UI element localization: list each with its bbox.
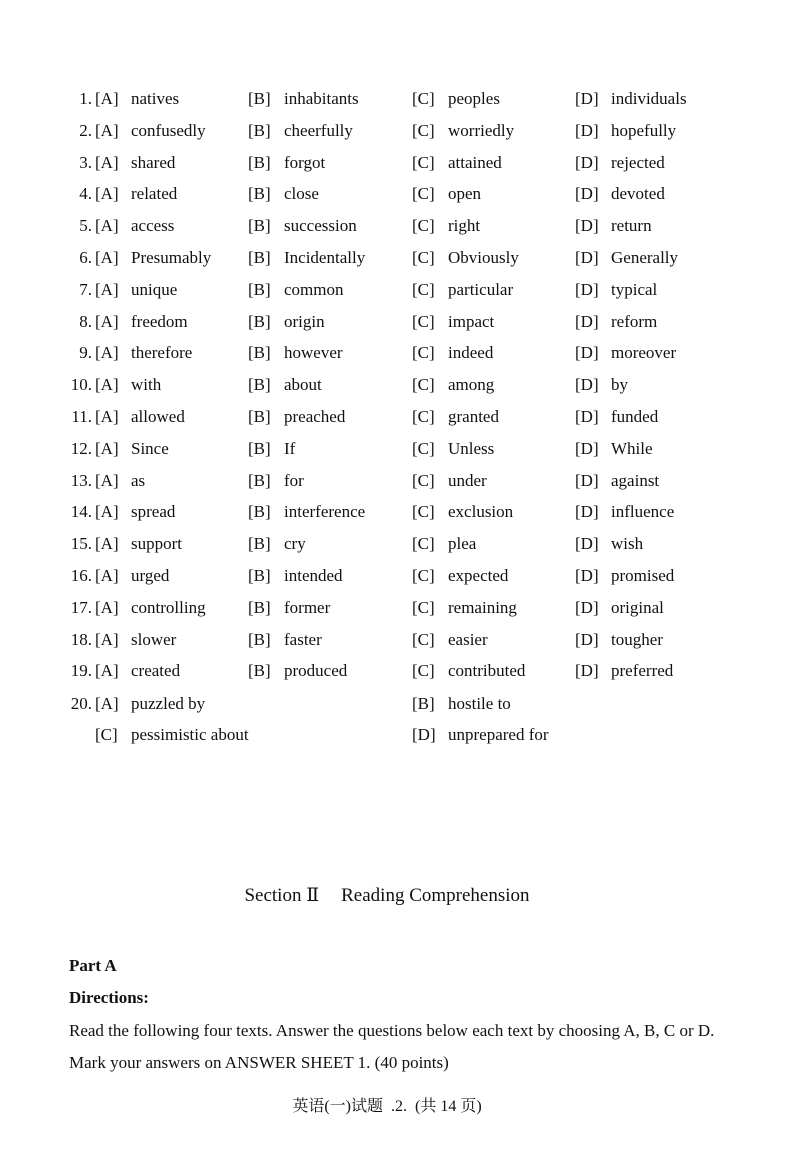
option-text: individuals — [611, 89, 687, 108]
option-text: cry — [284, 534, 306, 554]
option-text: created — [131, 661, 181, 681]
question-number: 17. — [70, 597, 92, 617]
option-d — [575, 370, 628, 400]
option-letter: [C] — [412, 248, 435, 267]
option-text: rejected — [611, 152, 665, 172]
question-row — [0, 116, 800, 146]
option-letter: [A] — [95, 534, 119, 554]
option-text: expected — [448, 566, 509, 585]
option-text: for — [284, 470, 304, 490]
option-a — [95, 148, 175, 178]
option-letter: [B] — [412, 694, 435, 713]
option-letter: [C] — [412, 438, 435, 458]
option-text: hostile to — [448, 694, 511, 713]
option-text: shared — [131, 152, 176, 172]
option-a — [95, 656, 180, 686]
option-letter: [A] — [95, 248, 119, 267]
option-text: former — [284, 597, 331, 617]
option-text: unprepared for — [448, 725, 549, 744]
option-text: Obviously — [448, 248, 519, 267]
option-letter: [B] — [248, 597, 271, 617]
option-letter: [B] — [248, 89, 271, 108]
option-letter: [B] — [248, 216, 271, 236]
option-c — [412, 625, 488, 655]
option-text: against — [611, 470, 660, 490]
option-letter: [B] — [248, 120, 271, 140]
option-letter: [D] — [575, 661, 599, 681]
question-number: 8. — [79, 311, 92, 331]
option-text: Unless — [448, 438, 495, 458]
section-label: Section Ⅱ — [244, 885, 320, 906]
option-letter: [A] — [95, 502, 119, 522]
option-letter: [C] — [412, 152, 435, 172]
option-text: While — [611, 438, 653, 458]
option-a — [95, 593, 206, 623]
question-row — [0, 561, 800, 591]
option-d — [575, 307, 657, 337]
option-a — [95, 84, 179, 114]
option-text: among — [448, 375, 495, 395]
option-text: moreover — [611, 343, 677, 363]
option-d — [575, 656, 673, 686]
option-letter: [C] — [412, 89, 435, 108]
option-text: about — [284, 375, 322, 395]
option-letter: [A] — [95, 184, 119, 204]
option-d — [575, 466, 659, 496]
question-row — [0, 497, 800, 527]
option-b — [248, 561, 343, 591]
option-text: succession — [284, 216, 357, 236]
option-letter: [B] — [248, 661, 271, 681]
directions-label: Directions: — [69, 988, 149, 1007]
option-text: allowed — [131, 407, 185, 426]
option-letter: [C] — [412, 407, 435, 426]
option-letter: [A] — [95, 438, 119, 458]
question-row — [0, 402, 800, 432]
option-letter: [B] — [248, 311, 271, 331]
option-letter: [B] — [248, 438, 271, 458]
question-number: 16. — [70, 566, 92, 585]
option-a — [95, 307, 188, 337]
question-row — [0, 84, 800, 114]
option-letter: [B] — [248, 279, 271, 299]
option-d — [575, 561, 674, 591]
option-letter: [B] — [248, 629, 271, 649]
option-a — [95, 529, 182, 559]
option-d — [575, 434, 653, 464]
option-a — [95, 211, 174, 241]
option-text: freedom — [131, 311, 188, 331]
option-text: remaining — [448, 597, 517, 617]
option-c — [412, 497, 513, 527]
option-a — [95, 402, 185, 432]
option-a — [95, 179, 177, 209]
option-a — [95, 116, 206, 146]
option-text: as — [131, 470, 146, 490]
option-text: natives — [131, 89, 180, 108]
option-letter: [C] — [412, 216, 435, 236]
page-footer: 英语(一)试题 .2. (共 14 页) — [292, 1098, 482, 1115]
option-text: with — [131, 375, 162, 395]
option-text: reform — [611, 311, 658, 331]
option-a — [95, 497, 175, 527]
option-letter: [C] — [412, 184, 435, 204]
option-letter: [A] — [95, 566, 119, 585]
option-text: wish — [611, 534, 644, 554]
option-b — [248, 179, 319, 209]
option-c — [412, 593, 517, 623]
option-letter: [D] — [412, 725, 436, 744]
option-a — [95, 561, 169, 591]
question-row — [0, 148, 800, 178]
option-b — [248, 529, 306, 559]
option-b — [248, 148, 325, 178]
option-text: close — [284, 184, 319, 204]
option-text: urged — [131, 566, 170, 585]
option-text: Incidentally — [284, 248, 366, 267]
option-text: common — [284, 279, 344, 299]
question-number: 18. — [70, 629, 92, 649]
option-letter: [D] — [575, 248, 599, 267]
option-letter: [A] — [95, 375, 119, 395]
question-row — [0, 656, 800, 686]
option-d — [575, 275, 657, 305]
option-letter: [A] — [95, 89, 119, 108]
option-d — [575, 497, 674, 527]
directions-text: Read the following four texts. Answer the questions below each text by choosing A, B, C or D. Mark your answers on ANSWER SHEET 1. (40 points) — [69, 1021, 715, 1072]
question-row — [0, 625, 800, 655]
option-c — [412, 243, 519, 273]
option-c — [412, 275, 513, 305]
option-b — [248, 116, 353, 146]
option-b — [248, 370, 322, 400]
part-title: Part A — [69, 956, 117, 975]
question-number: 11. — [71, 407, 92, 426]
option-c — [412, 148, 502, 178]
option-text: intended — [284, 566, 343, 585]
option-letter: [D] — [575, 216, 599, 236]
option-c — [412, 402, 499, 432]
question-row — [0, 307, 800, 337]
option-text: however — [284, 343, 343, 363]
option-letter: [B] — [248, 470, 271, 490]
option-text: under — [448, 470, 487, 490]
question-row — [0, 466, 800, 496]
option-letter: [B] — [248, 152, 271, 172]
option-text: cheerfully — [284, 120, 353, 140]
option-b — [248, 275, 344, 305]
option-d — [575, 116, 676, 146]
option-letter: [C] — [412, 629, 435, 649]
option-letter: [B] — [248, 184, 271, 204]
option-c — [412, 116, 514, 146]
option-letter: [A] — [95, 120, 119, 140]
question-row — [0, 243, 800, 273]
option-text: influence — [611, 502, 675, 522]
option-text: produced — [284, 661, 348, 681]
option-d — [575, 211, 652, 241]
option-text: forgot — [284, 152, 326, 172]
option-d — [575, 84, 687, 114]
option-text: right — [448, 216, 481, 236]
option-text: spread — [131, 502, 176, 522]
option-b — [248, 307, 325, 337]
option-letter: [B] — [248, 248, 271, 267]
option-text: confusedly — [131, 120, 206, 140]
option-d — [412, 720, 549, 750]
option-letter: [D] — [575, 120, 599, 140]
question-number: 2. — [79, 120, 92, 140]
option-b — [248, 497, 365, 527]
option-text: granted — [448, 407, 499, 426]
question-number: 4. — [79, 184, 92, 204]
option-b — [248, 338, 343, 368]
option-letter: [D] — [575, 502, 599, 522]
option-letter: [D] — [575, 597, 599, 617]
section-title: Reading Comprehension — [341, 885, 530, 906]
option-letter: [B] — [248, 407, 271, 426]
option-letter: [B] — [248, 566, 271, 585]
question-row — [0, 370, 800, 400]
option-letter: [D] — [575, 311, 599, 331]
option-c — [412, 529, 476, 559]
option-letter: [A] — [95, 343, 119, 363]
question-row — [0, 179, 800, 209]
option-letter: [D] — [575, 184, 599, 204]
option-text: indeed — [448, 343, 494, 363]
option-text: slower — [131, 629, 177, 649]
option-letter: [C] — [95, 725, 118, 744]
option-letter: [D] — [575, 89, 599, 108]
option-letter: [A] — [95, 629, 119, 649]
option-d — [575, 338, 676, 368]
question-number: 20. — [70, 694, 92, 713]
option-letter: [A] — [95, 311, 119, 331]
option-b — [248, 84, 359, 114]
question-20-row-1 — [0, 689, 800, 719]
option-text: easier — [448, 629, 488, 649]
option-letter: [D] — [575, 566, 599, 585]
question-row — [0, 338, 800, 368]
question-number: 13. — [70, 470, 92, 490]
option-text: preached — [284, 407, 346, 426]
option-text: return — [611, 216, 652, 236]
option-letter: [D] — [575, 534, 599, 554]
option-letter: [A] — [95, 470, 119, 490]
question-number: 9. — [79, 343, 92, 363]
option-letter: [A] — [95, 152, 119, 172]
option-letter: [B] — [248, 534, 271, 554]
option-letter: [C] — [412, 311, 435, 331]
option-text: If — [284, 438, 296, 458]
option-b — [248, 593, 330, 623]
option-letter: [D] — [575, 407, 599, 426]
option-letter: [C] — [412, 120, 435, 140]
option-text: typical — [611, 279, 658, 299]
option-a — [95, 466, 145, 496]
question-number: 7. — [79, 279, 92, 299]
option-a — [95, 243, 211, 273]
option-text: faster — [284, 629, 322, 649]
question-number: 3. — [79, 152, 92, 172]
question-number: 19. — [70, 661, 92, 681]
question-row — [0, 434, 800, 464]
option-letter: [C] — [412, 566, 435, 585]
option-text: funded — [611, 407, 659, 426]
option-letter: [D] — [575, 152, 599, 172]
option-b — [248, 466, 304, 496]
option-text: Presumably — [131, 248, 212, 267]
option-c — [95, 720, 249, 750]
option-text: puzzled by — [131, 694, 206, 713]
option-text: original — [611, 597, 664, 617]
question-row — [0, 593, 800, 623]
option-text: pessimistic about — [131, 725, 249, 744]
option-a — [95, 370, 161, 400]
option-letter: [C] — [412, 470, 435, 490]
option-text: particular — [448, 279, 514, 299]
option-d — [575, 402, 658, 432]
option-letter: [D] — [575, 438, 599, 458]
question-row — [0, 275, 800, 305]
option-c — [412, 434, 494, 464]
option-c — [412, 179, 481, 209]
question-row — [0, 211, 800, 241]
option-a — [95, 625, 176, 655]
option-c — [412, 370, 494, 400]
option-text: access — [131, 216, 175, 236]
option-text: Generally — [611, 248, 679, 267]
option-letter: [C] — [412, 343, 435, 363]
option-text: support — [131, 534, 182, 554]
option-text: Since — [131, 438, 169, 458]
option-letter: [C] — [412, 661, 435, 681]
option-text: worriedly — [448, 120, 515, 140]
option-letter: [D] — [575, 375, 599, 395]
option-c — [412, 338, 493, 368]
question-number: 1. — [79, 89, 92, 108]
option-text: hopefully — [611, 120, 677, 140]
option-b — [412, 689, 511, 719]
option-b — [248, 434, 295, 464]
option-b — [248, 402, 345, 432]
question-20-row-2 — [0, 720, 800, 750]
option-text: interference — [284, 502, 366, 522]
option-b — [248, 625, 322, 655]
option-c — [412, 466, 487, 496]
option-letter: [A] — [95, 279, 119, 299]
option-b — [248, 243, 365, 273]
option-c — [412, 84, 500, 114]
option-text: devoted — [611, 184, 665, 204]
option-c — [412, 211, 480, 241]
option-text: contributed — [448, 661, 526, 681]
option-text: related — [131, 184, 178, 204]
option-d — [575, 625, 663, 655]
option-d — [575, 593, 664, 623]
option-letter: [D] — [575, 470, 599, 490]
option-letter: [C] — [412, 534, 435, 554]
option-d — [575, 179, 665, 209]
option-a — [95, 434, 169, 464]
option-letter: [C] — [412, 279, 435, 299]
option-text: peoples — [448, 89, 500, 108]
option-d — [575, 529, 643, 559]
option-text: exclusion — [448, 502, 514, 522]
option-a — [95, 338, 192, 368]
option-b — [248, 656, 347, 686]
option-letter: [A] — [95, 661, 119, 681]
option-a — [95, 275, 177, 305]
option-d — [575, 148, 665, 178]
question-number: 14. — [70, 502, 92, 522]
option-letter: [C] — [412, 597, 435, 617]
option-letter: [A] — [95, 216, 119, 236]
question-number: 10. — [70, 375, 92, 395]
option-d — [575, 243, 678, 273]
option-text: impact — [448, 311, 495, 331]
option-b — [248, 211, 357, 241]
question-number: 15. — [70, 534, 92, 554]
question-row — [0, 529, 800, 559]
option-text: attained — [448, 152, 502, 172]
option-text: preferred — [611, 661, 674, 681]
option-letter: [D] — [575, 279, 599, 299]
option-letter: [C] — [412, 502, 435, 522]
option-text: controlling — [131, 597, 206, 617]
option-letter: [D] — [575, 343, 599, 363]
option-text: by — [611, 375, 628, 395]
option-letter: [B] — [248, 343, 271, 363]
section-heading — [0, 884, 774, 907]
option-text: promised — [611, 566, 675, 585]
question-number: 12. — [70, 438, 92, 458]
option-letter: [A] — [95, 694, 119, 713]
option-text: therefore — [131, 343, 193, 363]
option-letter: [A] — [95, 597, 119, 617]
option-text: unique — [131, 279, 178, 299]
option-c — [412, 656, 525, 686]
option-text: plea — [448, 534, 477, 554]
option-c — [412, 307, 494, 337]
option-text: inhabitants — [284, 89, 359, 108]
question-number: 6. — [79, 248, 92, 267]
option-letter: [B] — [248, 375, 271, 395]
option-letter: [B] — [248, 502, 271, 522]
option-a — [95, 689, 205, 719]
option-text: tougher — [611, 629, 663, 649]
option-text: origin — [284, 311, 325, 331]
option-c — [412, 561, 508, 591]
option-letter: [C] — [412, 375, 435, 395]
option-letter: [D] — [575, 629, 599, 649]
option-text: open — [448, 184, 482, 204]
option-letter: [A] — [95, 407, 119, 426]
question-number: 5. — [79, 216, 92, 236]
